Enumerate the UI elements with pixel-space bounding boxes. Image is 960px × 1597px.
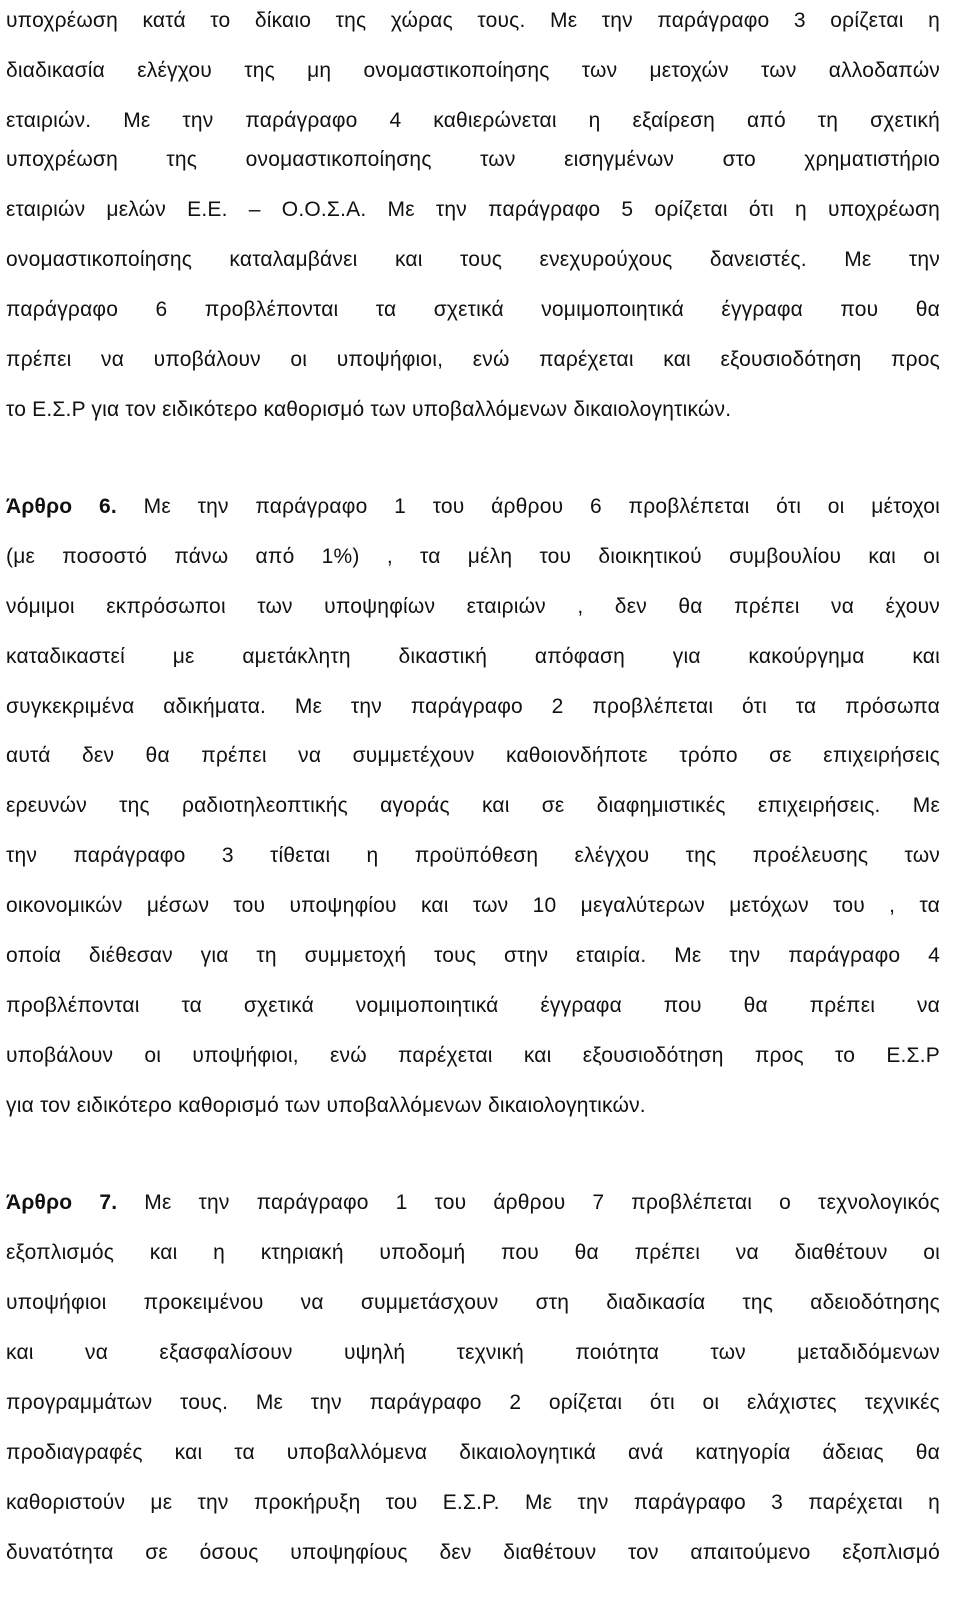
article-7-heading: Άρθρο 7. [6, 1191, 118, 1214]
text-line: ονομαστικοποίησης καταλαμβάνει και τους ενεχυρούχους δανειστές. Με την [6, 248, 940, 271]
text-line: εταιριών. Με την παράγραφο 4 καθιερώνεται η εξαίρεση από τη σχετική [6, 109, 940, 132]
article-7-first-line [6, 1186, 940, 1220]
text-line: υποχρέωση της ονομαστικοποίησης των εισηγμένων στο χρηματιστήριο [6, 148, 940, 171]
text-line: δυνατότητα σε όσους υποψηφίους δεν διαθέτουν τον απαιτούμενο εξοπλισμό [6, 1541, 940, 1564]
text-line: παράγραφο 6 προβλέπονται τα σχετικά νομιμοποιητικά έγγραφα που θα [6, 298, 940, 321]
text-line: και να εξασφαλίσουν υψηλή τεχνική ποιότητα των μεταδιδόμενων [6, 1341, 940, 1364]
text-line: το Ε.Σ.Ρ για τον ειδικότερο καθορισμό των υποβαλλόμενων δικαιολογητικών. [6, 398, 732, 421]
text-line: υποψήφιοι προκειμένου να συμμετάσχουν στη διαδικασία της αδειοδότησης [6, 1291, 940, 1314]
text-line: υποχρέωση κατά το δίκαιο της χώρας τους. Με την παράγραφο 3 ορίζεται η [6, 9, 940, 32]
article-6-first-line [6, 490, 940, 524]
text-line: προβλέπονται τα σχετικά νομιμοποιητικά έγγραφα που θα πρέπει να [6, 994, 940, 1017]
text-line: υποβάλουν οι υποψήφιοι, ενώ παρέχεται και εξουσιοδότηση προς το Ε.Σ.Ρ [6, 1044, 940, 1067]
text-line: πρέπει να υποβάλουν οι υποψήφιοι, ενώ παρέχεται και εξουσιοδότηση προς [6, 348, 940, 371]
text-line: την παράγραφο 3 τίθεται η προϋπόθεση ελέγχου της προέλευσης των [6, 844, 940, 867]
text-line: συγκεκριμένα αδικήματα. Με την παράγραφο 2 προβλέπεται ότι τα πρόσωπα [6, 695, 940, 718]
text-line: (με ποσοστό πάνω από 1%) , τα μέλη του διοικητικού συμβουλίου και οι [6, 545, 940, 568]
article-6-heading: Άρθρο 6. [6, 495, 117, 518]
text-line: προδιαγραφές και τα υποβαλλόμενα δικαιολογητικά ανά κατηγορία άδειας θα [6, 1441, 940, 1464]
text-line: καθοριστούν με την προκήρυξη του Ε.Σ.Ρ. Με την παράγραφο 3 παρέχεται η [6, 1491, 940, 1514]
text-line: διαδικασία ελέγχου της μη ονομαστικοποίησης των μετοχών των αλλοδαπών [6, 59, 940, 82]
text-line: για τον ειδικότερο καθορισμό των υποβαλλόμενων δικαιολογητικών. [6, 1094, 646, 1117]
text-line: εταιριών μελών Ε.Ε. – Ο.Ο.Σ.Α. Με την παράγραφο 5 ορίζεται ότι η υποχρέωση [6, 198, 940, 221]
article-7-first-line-text: Με την παράγραφο 1 του άρθρου 7 προβλέπεται ο τεχνολογικός [144, 1191, 940, 1214]
text-line: αυτά δεν θα πρέπει να συμμετέχουν καθοιονδήποτε τρόπο σε επιχειρήσεις [6, 744, 940, 767]
text-line: καταδικαστεί με αμετάκλητη δικαστική απόφαση για κακούργημα και [6, 645, 940, 668]
text-line: οποία διέθεσαν για τη συμμετοχή τους στην εταιρία. Με την παράγραφο 4 [6, 944, 940, 967]
text-line: ερευνών της ραδιοτηλεοπτικής αγοράς και σε διαφημιστικές επιχειρήσεις. Με [6, 794, 940, 817]
article-6-first-line-text: Με την παράγραφο 1 του άρθρου 6 προβλέπεται ότι οι μέτοχοι [143, 495, 940, 518]
text-line: εξοπλισμός και η κτηριακή υποδομή που θα πρέπει να διαθέτουν οι [6, 1241, 940, 1264]
text-line: νόμιμοι εκπρόσωποι των υποψηφίων εταιριών , δεν θα πρέπει να έχουν [6, 595, 940, 618]
text-line: προγραμμάτων τους. Με την παράγραφο 2 ορίζεται ότι οι ελάχιστες τεχνικές [6, 1391, 940, 1414]
text-line: οικονομικών μέσων του υποψηφίου και των 10 μεγαλύτερων μετόχων του , τα [6, 894, 940, 917]
